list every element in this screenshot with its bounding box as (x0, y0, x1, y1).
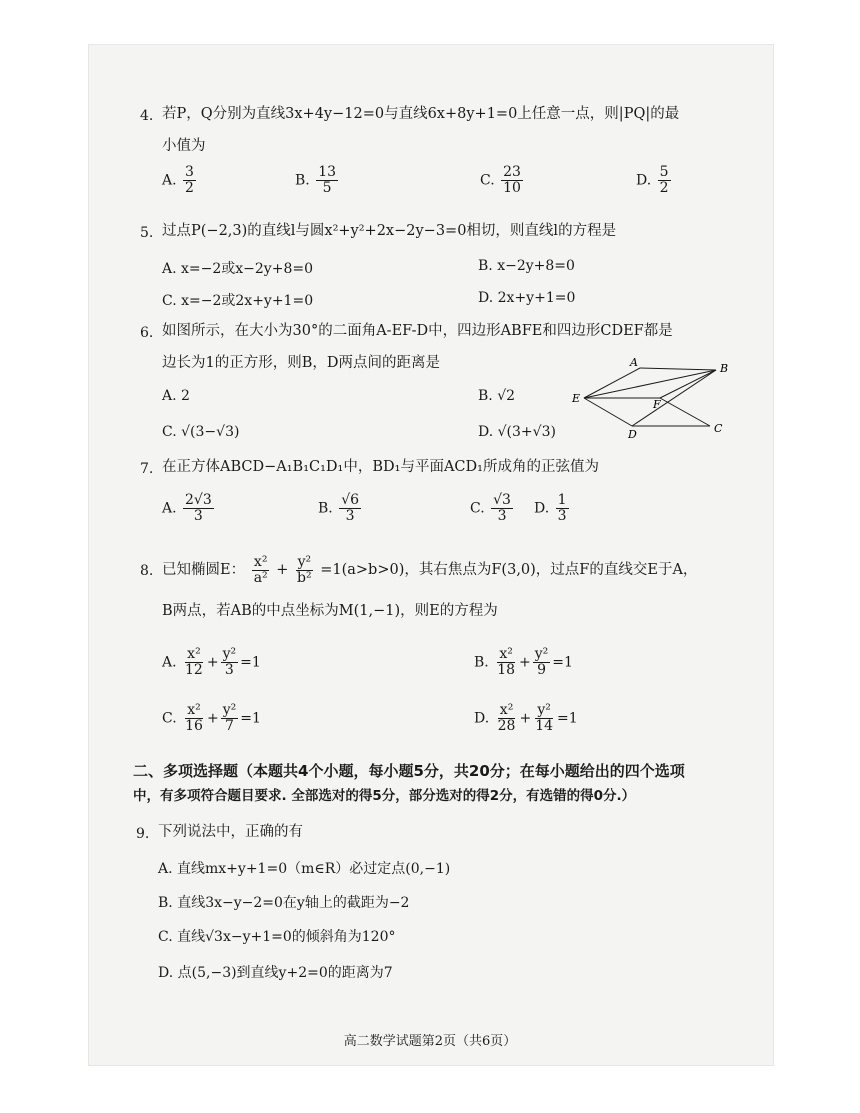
q9-stem: 下列说法中，正确的有 (158, 824, 303, 840)
q4-option-c[interactable]: C. $\frac{23}{10}$ (480, 164, 521, 196)
q6-option-c[interactable]: C. √(3−√3) (162, 424, 240, 440)
q8-option-b[interactable]: B. $\frac{\text{x²}}{18}$ + $\frac{\text{y²}}{9}$ =1 (474, 646, 573, 678)
q8-stem-line1: 已知椭圆E： $\frac{\text{x²}}{\text{a²}}$ + $\frac{\text{y²}}{\text{b²}}$ =1(a>b>0)，其右焦点为F(3,0)，过点F的直线交E于A， (162, 553, 698, 586)
q9-option-c[interactable]: C. 直线√3x−y+1=0的倾斜角为120° (158, 929, 396, 945)
fraction: $\frac{23}{10}$ (503, 164, 521, 196)
q6-option-d[interactable]: D. √(3+√3) (478, 424, 556, 440)
q5-option-a[interactable]: A. x=−2或x−2y+8=0 (162, 261, 313, 277)
edge-fb (660, 370, 716, 398)
section-2-heading: 二、多项选择题（本题共4个小题，每小题5分，共20分；在每小题给出的四个选项 (133, 762, 685, 780)
q4-option-d[interactable]: D. $\frac{5}{2}$ (636, 164, 669, 196)
q9-option-b[interactable]: B. 直线3x−y−2=0在y轴上的截距为−2 (158, 895, 410, 911)
q9-option-d[interactable]: D. 点(5,−3)到直线y+2=0的距离为7 (158, 965, 393, 981)
label-f: F (653, 398, 661, 411)
q7-option-a[interactable]: A. $\frac{2√3}{3}$ (162, 492, 212, 524)
fraction: $\frac{13}{5}$ (318, 164, 337, 196)
q6-stem-line1: 如图所示，在大小为30°的二面角A-EF-D中，四边形ABFE和四边形CDEF都是 (162, 323, 673, 339)
q5-stem: 过点P(−2,3)的直线l与圆x²+y²+2x−2y−3=0相切，则直线l的方程是 (162, 223, 617, 239)
q9-number: 9. (136, 826, 150, 842)
q5-option-c[interactable]: C. x=−2或2x+y+1=0 (162, 293, 314, 309)
label-b: B (720, 362, 729, 375)
page-footer: 高二数学试题第2页（共6页） (343, 1034, 517, 1049)
q7-option-c[interactable]: C. $\frac{√3}{3}$ (470, 492, 511, 524)
edge-ab (640, 368, 716, 370)
q4-number: 4. (140, 108, 154, 124)
label-a: A (630, 356, 638, 369)
q8-stem-line2: B两点，若AB的中点坐标为M(1,−1)，则E的方程为 (162, 603, 498, 619)
edge-ed (584, 398, 632, 426)
section-2-instructions: 中，有多项符合题目要求. 全部选对的得5分，部分选对的得2分，有选错的得0分.） (133, 788, 636, 804)
q8-number: 8. (140, 563, 154, 579)
q4-stem-line1: 若P，Q分别为直线3x+4y−12=0与直线6x+8y+1=0上任意一点，则|PQ|的最 (162, 106, 680, 122)
q6-stem-line2: 边长为1的正方形，则B，D两点间的距离是 (162, 355, 441, 371)
fraction: $\frac{\text{x²}}{\text{a²}}$ (253, 553, 268, 586)
q5-option-b[interactable]: B. x−2y+8=0 (478, 258, 575, 274)
q8-option-c[interactable]: C. $\frac{\text{x²}}{16}$ + $\frac{\text{y²}}{7}$ =1 (162, 702, 261, 734)
fraction: $\frac{5}{2}$ (659, 164, 669, 196)
fraction: $\frac{2√3}{3}$ (185, 492, 212, 524)
q8-option-d[interactable]: D. $\frac{\text{x²}}{28}$ + $\frac{\text{y²}}{14}$ =1 (474, 702, 578, 734)
q7-option-b[interactable]: B. $\frac{√6}{3}$ (318, 492, 360, 524)
q6-dihedral-figure (568, 356, 738, 442)
q6-number: 6. (140, 325, 154, 341)
q9-option-a[interactable]: A. 直线mx+y+1=0（m∈R）必过定点(0,−1) (158, 861, 451, 877)
label-c: C (714, 422, 723, 435)
fraction: $\frac{\text{y²}}{\text{b²}}$ (297, 553, 312, 586)
q4-option-a[interactable]: A. $\frac{3}{2}$ (162, 164, 194, 196)
q4-option-b[interactable]: B. $\frac{13}{5}$ (295, 164, 337, 196)
fraction: $\frac{√3}{3}$ (493, 492, 511, 524)
q8-option-a[interactable]: A. $\frac{\text{x²}}{12}$ + $\frac{\text{y²}}{3}$ =1 (162, 646, 261, 678)
q5-number: 5. (140, 225, 154, 241)
fraction: $\frac{√6}{3}$ (341, 492, 360, 524)
segment-eb (584, 370, 716, 398)
fraction: $\frac{3}{2}$ (185, 164, 194, 196)
q5-option-d[interactable]: D. 2x+y+1=0 (478, 290, 576, 306)
q6-option-a[interactable]: A. 2 (162, 388, 190, 404)
label-e: E (572, 392, 581, 405)
q4-stem-line2: 小值为 (162, 138, 206, 154)
q7-stem: 在正方体ABCD−A₁B₁C₁D₁中，BD₁与平面ACD₁所成角的正弦值为 (162, 459, 599, 475)
q6-option-b[interactable]: B. √2 (478, 388, 516, 404)
fraction: $\frac{1}{3}$ (557, 492, 567, 524)
q7-option-d[interactable]: D. $\frac{1}{3}$ (534, 492, 567, 524)
q7-number: 7. (140, 461, 154, 477)
label-d: D (628, 428, 637, 441)
edge-ea (584, 368, 640, 398)
